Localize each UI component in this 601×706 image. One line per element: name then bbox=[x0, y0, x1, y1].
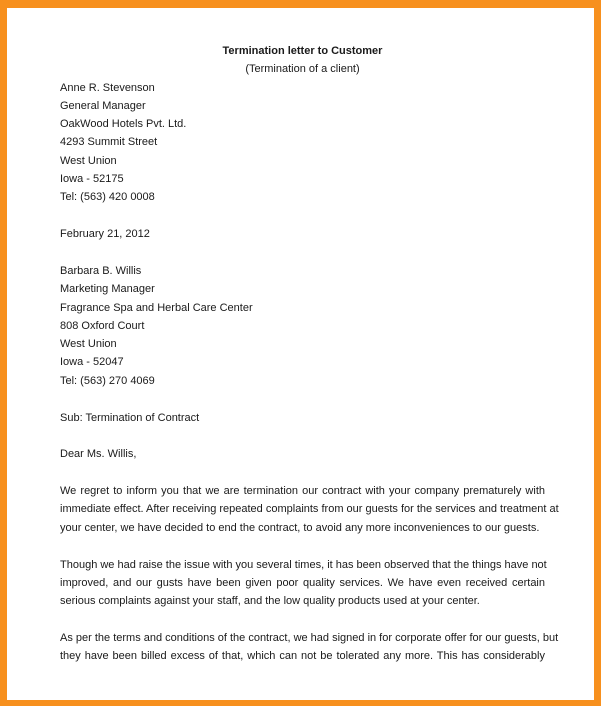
subject-line: Sub: Termination of Contract bbox=[60, 411, 200, 424]
sender-city: West Union bbox=[60, 154, 117, 167]
recipient-company: Fragrance Spa and Herbal Care Center bbox=[60, 301, 253, 314]
paragraph-line: your center, we have decided to end the contract, to avoid any more inconveniences to our guests. bbox=[60, 521, 540, 534]
body-paragraph-2 bbox=[60, 556, 545, 611]
letter-subtitle: (Termination of a client) bbox=[245, 63, 360, 76]
recipient-address-block bbox=[60, 262, 545, 390]
recipient-city: West Union bbox=[60, 338, 117, 351]
letter-page bbox=[60, 42, 559, 666]
recipient-street: 808 Oxford Court bbox=[60, 319, 145, 332]
sender-street: 4293 Summit Street bbox=[60, 136, 158, 149]
paragraph-line: improved, and our gusts have been given poor quality services. We have even received certain bbox=[60, 576, 545, 589]
recipient-name: Barbara B. Willis bbox=[60, 264, 142, 277]
paragraph-line: they have been billed excess of that, which can not be tolerated any more. This has considerably bbox=[60, 650, 545, 663]
sender-phone: Tel: (563) 420 0008 bbox=[60, 191, 155, 204]
recipient-state-zip: Iowa - 52047 bbox=[60, 356, 124, 369]
letter-date: February 21, 2012 bbox=[60, 228, 150, 241]
sender-company: OakWood Hotels Pvt. Ltd. bbox=[60, 118, 187, 131]
salutation: Dear Ms. Willis, bbox=[60, 448, 137, 461]
letter-title: Termination letter to Customer bbox=[222, 45, 383, 57]
paragraph-line: As per the terms and conditions of the contract, we had signed in for corporate offer for our guests, but bbox=[60, 631, 559, 644]
sender-name: Anne R. Stevenson bbox=[60, 81, 155, 94]
body-paragraph-3 bbox=[60, 629, 559, 666]
recipient-phone: Tel: (563) 270 4069 bbox=[60, 374, 155, 387]
sender-state-zip: Iowa - 52175 bbox=[60, 173, 124, 186]
body-paragraph-1 bbox=[60, 482, 559, 537]
paragraph-line: Though we had raise the issue with you several times, it has been observed that the things have not bbox=[60, 558, 547, 571]
paragraph-line: We regret to inform you that we are termination our contract with your company prematurely with bbox=[60, 485, 545, 498]
paragraph-line: immediate effect. After receiving repeated complaints from our guests for the services and treatment at bbox=[60, 503, 559, 516]
sender-title: General Manager bbox=[60, 99, 146, 112]
recipient-title: Marketing Manager bbox=[60, 283, 155, 296]
sender-address-block bbox=[60, 79, 545, 207]
paragraph-line: serious complaints against your staff, and the low quality products used at your center. bbox=[60, 595, 480, 608]
